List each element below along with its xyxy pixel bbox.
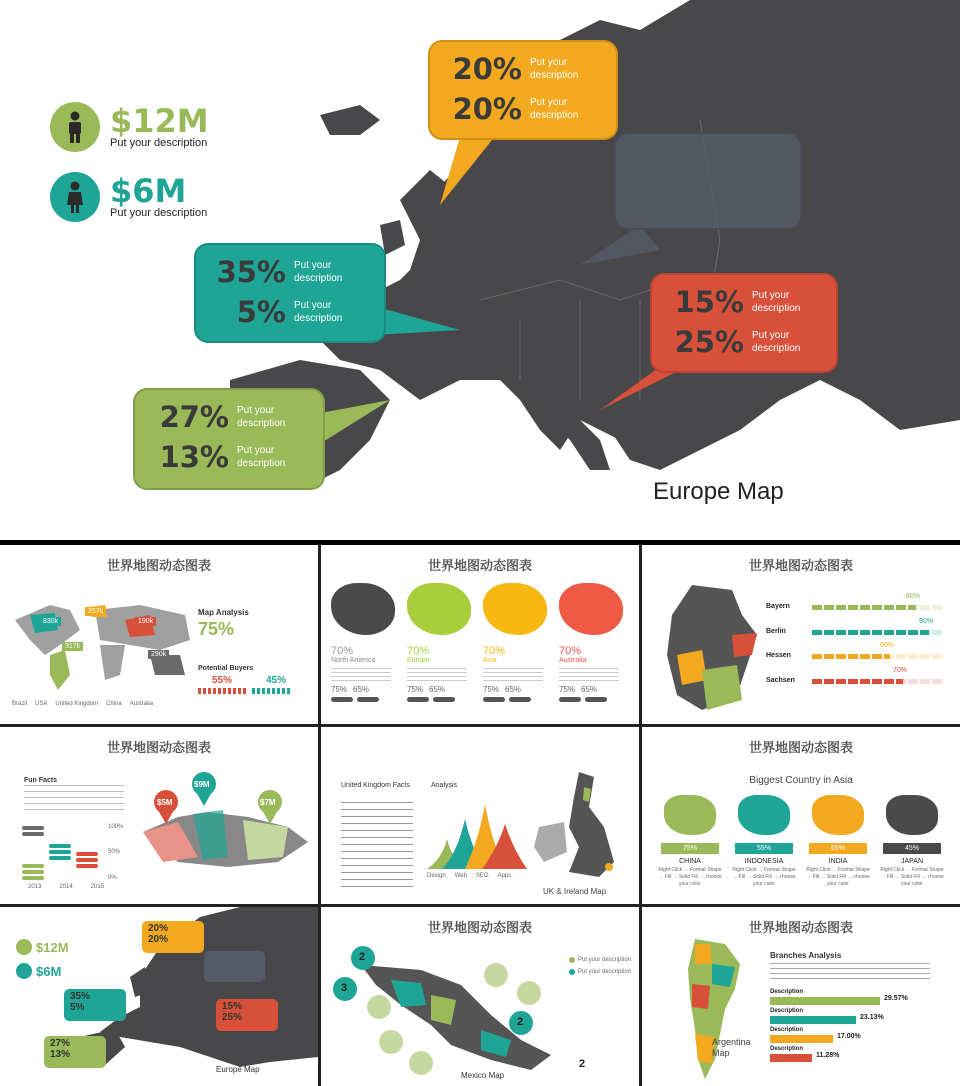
country-note: Right Click → Format Shape → Fill → Solid Fill → choose your color bbox=[732, 867, 796, 887]
region-bar-fill bbox=[812, 679, 903, 684]
mini-pct: 13% bbox=[50, 1049, 71, 1060]
continent-shape bbox=[331, 583, 395, 635]
callout-bubble-slate bbox=[614, 132, 802, 230]
legend-item: Brazil bbox=[12, 701, 28, 707]
pin-label: $7M bbox=[260, 798, 276, 807]
mini-pct: 25% bbox=[222, 1012, 243, 1023]
buyers-pct: 45% bbox=[266, 675, 287, 686]
analysis-heading: Analysis bbox=[431, 782, 458, 789]
thumb-argentina[interactable] bbox=[642, 907, 960, 1086]
peak-label: Apps bbox=[497, 873, 512, 879]
continent-name: Asia bbox=[483, 657, 497, 664]
peak-labels bbox=[427, 873, 511, 879]
continent-col bbox=[559, 583, 629, 713]
region-pct: 70% bbox=[893, 666, 908, 674]
mini-pct: 35% bbox=[70, 991, 91, 1002]
people-icons-red bbox=[198, 688, 246, 694]
map-label: 257k bbox=[85, 607, 106, 616]
axis-label: 0% bbox=[108, 875, 117, 881]
branch-label: Description bbox=[770, 1027, 804, 1033]
region-name: Sachsen bbox=[766, 676, 795, 684]
bubble-pct: 20% bbox=[452, 52, 522, 86]
small-buttons bbox=[331, 697, 401, 702]
legend-item: Put your description bbox=[578, 969, 632, 975]
heading: Fun Facts bbox=[24, 777, 58, 784]
map-caption: UK & Ireland Map bbox=[543, 887, 607, 896]
thumb-mexico[interactable] bbox=[321, 907, 639, 1086]
small-stats: 75% 65% bbox=[483, 685, 522, 694]
region-name: Hessen bbox=[766, 652, 791, 659]
map-label: 190k bbox=[135, 617, 156, 626]
germany-row bbox=[766, 618, 946, 640]
bubble-desc: Put your description bbox=[752, 290, 801, 314]
branch-pct: 29.57% bbox=[884, 995, 908, 1002]
mini-bubble-teal bbox=[64, 989, 126, 1021]
mini-pct: 27% bbox=[50, 1038, 71, 1049]
country-shape bbox=[886, 795, 938, 835]
text-lines bbox=[341, 802, 413, 887]
asia-countries bbox=[656, 795, 956, 900]
map-label: 317k bbox=[62, 642, 83, 651]
thumb-asia[interactable] bbox=[642, 727, 960, 904]
germany-bars bbox=[766, 593, 946, 713]
stat-female bbox=[50, 172, 207, 222]
bubble-pct: 27% bbox=[159, 400, 229, 434]
continent-name: North America bbox=[331, 657, 376, 664]
peak-label: Design bbox=[427, 873, 446, 879]
bubble-desc: Put your description bbox=[752, 330, 801, 354]
thumb-title: 世界地图动态图表 bbox=[106, 559, 211, 574]
axis-label: 100% bbox=[108, 824, 124, 830]
mexico-map-graphic bbox=[331, 945, 571, 1075]
map-caption: Argentina Map bbox=[712, 1037, 751, 1058]
continents-row bbox=[331, 583, 631, 713]
small-stats: 75% 65% bbox=[407, 685, 446, 694]
heading: Map Analysis bbox=[198, 608, 249, 617]
bubble-pct: 35% bbox=[216, 255, 286, 289]
country-name: CHINA bbox=[679, 858, 701, 865]
pin-label: $5M bbox=[157, 798, 173, 807]
country-note: Right Click → Format Shape → Fill → Solid Fill → choose your color bbox=[880, 867, 944, 887]
small-stats: 75% 65% bbox=[559, 685, 598, 694]
bubble-pct: 5% bbox=[236, 295, 286, 329]
thumb-germany[interactable] bbox=[642, 545, 960, 724]
asia-country bbox=[804, 795, 872, 888]
country-name: INDIA bbox=[828, 858, 848, 865]
legend-item: Put your description bbox=[578, 957, 632, 963]
bubble-desc: Put your description bbox=[294, 260, 343, 284]
thumb-uk[interactable] bbox=[321, 727, 639, 904]
callout-bubble-red bbox=[650, 273, 838, 373]
continent-pct: 70% bbox=[331, 645, 354, 657]
small-stats: 75% 65% bbox=[331, 685, 370, 694]
mexico-legend bbox=[569, 957, 631, 975]
male-person-icon bbox=[16, 939, 32, 955]
map-legend bbox=[12, 701, 153, 707]
region-pct: 90% bbox=[919, 617, 934, 625]
country-pct-box: 65% bbox=[809, 843, 867, 854]
hero-slide bbox=[0, 0, 960, 540]
country-shape bbox=[664, 795, 716, 835]
branch-bar bbox=[770, 1016, 856, 1024]
country-note: Right Click → Format Shape → Fill → Solid Fill → choose your color bbox=[806, 867, 870, 887]
people-icons-teal bbox=[252, 688, 292, 694]
branch-bars bbox=[770, 989, 950, 1085]
stat-value: $12M bbox=[110, 102, 209, 140]
heading: Branches Analysis bbox=[770, 951, 842, 960]
country-pct-box: 75% bbox=[661, 843, 719, 854]
region-number: 3 bbox=[341, 982, 348, 994]
country-shape bbox=[812, 795, 864, 835]
text-lines bbox=[24, 785, 124, 815]
bubble-pct: 13% bbox=[159, 440, 229, 474]
years bbox=[28, 884, 104, 890]
map-caption: Europe Map bbox=[216, 1065, 260, 1074]
callout-bubble-orange bbox=[428, 40, 618, 140]
female-person-icon bbox=[50, 172, 100, 222]
peak-label: Web bbox=[454, 873, 467, 879]
continent-shape bbox=[407, 583, 471, 635]
germany-row bbox=[766, 667, 946, 689]
mini-bubble-green bbox=[44, 1036, 106, 1068]
argentina-map-graphic bbox=[680, 939, 750, 1084]
uk-map-graphic bbox=[529, 767, 629, 897]
buyers-heading: Potential Buyers bbox=[198, 665, 254, 672]
thumb-singapore[interactable] bbox=[0, 727, 318, 904]
branch-pct: 11.28% bbox=[816, 1052, 840, 1059]
mini-stat bbox=[16, 939, 69, 955]
bubble-pct: 15% bbox=[674, 285, 744, 319]
branch-pct: 23.13% bbox=[860, 1014, 884, 1021]
germany-row bbox=[766, 593, 946, 615]
germany-map-graphic bbox=[662, 585, 762, 715]
continent-pct: 70% bbox=[407, 645, 430, 657]
singapore-map-graphic bbox=[138, 772, 318, 872]
thumb-title: 世界地图动态图表 bbox=[106, 741, 211, 756]
bubble-desc: Put your description bbox=[237, 445, 286, 469]
bubble-desc: Put your description bbox=[530, 97, 579, 121]
region-bar-fill bbox=[812, 654, 890, 659]
thumb-europe-mini[interactable] bbox=[0, 907, 318, 1086]
thumb-title: 世界地图动态图表 bbox=[748, 741, 853, 756]
continent-col bbox=[331, 583, 401, 713]
branch-row bbox=[770, 1046, 950, 1068]
legend-item: Australia bbox=[129, 701, 154, 707]
region-name: Bayern bbox=[766, 603, 790, 610]
country-name: JAPAN bbox=[900, 858, 924, 865]
male-person-icon bbox=[50, 102, 100, 152]
mini-bubble-slate bbox=[204, 951, 265, 982]
callout-bubble-teal bbox=[194, 243, 386, 343]
map-title: Europe Map bbox=[653, 478, 784, 505]
country-pct-box: 45% bbox=[883, 843, 941, 854]
map-caption: Mexico Map bbox=[461, 1071, 505, 1080]
thumb-title: 世界地图动态图表 bbox=[427, 921, 532, 936]
peak-label: SEO bbox=[475, 873, 489, 879]
branch-bar bbox=[770, 1054, 812, 1062]
heading: United Kingdom Facts bbox=[341, 782, 410, 789]
asia-country bbox=[878, 795, 946, 888]
pin-label: $9M bbox=[194, 780, 210, 789]
region-pct: 60% bbox=[880, 642, 895, 649]
continent-name: Europe bbox=[407, 657, 430, 664]
legend-item: USA bbox=[35, 701, 48, 707]
region-pct: 80% bbox=[906, 593, 921, 600]
branch-label: Description bbox=[770, 1008, 804, 1014]
mini-stat-value: $6M bbox=[36, 963, 62, 979]
legend-item: China bbox=[106, 701, 122, 707]
bubble-pct: 20% bbox=[452, 92, 522, 126]
branch-label: Description bbox=[770, 1046, 804, 1052]
map-label: 830k bbox=[40, 617, 61, 626]
small-lines bbox=[331, 668, 391, 682]
map-label: 290k bbox=[148, 650, 169, 659]
thumb-title: 世界地图动态图表 bbox=[427, 559, 532, 574]
female-person-icon bbox=[16, 963, 32, 979]
region-bar-fill bbox=[812, 630, 929, 635]
bubble-desc: Put your description bbox=[530, 57, 579, 81]
thumb-continents[interactable] bbox=[321, 545, 639, 724]
continent-shape bbox=[483, 583, 547, 635]
continent-pct: 70% bbox=[559, 645, 582, 657]
small-lines bbox=[559, 668, 619, 682]
year: 2013 bbox=[28, 884, 42, 890]
year: 2015 bbox=[90, 884, 105, 890]
continent-name: Australia bbox=[559, 657, 587, 664]
big-percent: 75% bbox=[198, 619, 235, 639]
mini-pct: 20% bbox=[148, 923, 169, 934]
thumb-title: 世界地图动态图表 bbox=[748, 921, 853, 936]
region-bar-fill bbox=[812, 605, 916, 610]
mini-pct: 20% bbox=[148, 934, 169, 945]
stat-value: $6M bbox=[110, 172, 187, 210]
thumbnail-grid bbox=[0, 545, 960, 1086]
bubble-desc: Put your description bbox=[237, 405, 286, 429]
bubble-pct: 25% bbox=[674, 325, 744, 359]
branch-bar bbox=[770, 997, 880, 1005]
stat-male bbox=[50, 102, 209, 152]
region-number: 2 bbox=[517, 1016, 524, 1028]
thumb-world-map[interactable] bbox=[0, 545, 318, 724]
peaks-chart bbox=[427, 799, 527, 869]
continent-col bbox=[483, 583, 553, 713]
year: 2014 bbox=[59, 884, 73, 890]
region-name: Berlin bbox=[766, 627, 786, 635]
region-number: 2 bbox=[579, 1058, 586, 1070]
callout-bubble-green bbox=[133, 388, 325, 490]
legend-item: United Kingdom bbox=[55, 701, 99, 707]
country-name: INDONESIA bbox=[744, 858, 784, 865]
branch-label: Description bbox=[770, 989, 804, 995]
bubble-desc: Put your description bbox=[294, 300, 343, 324]
branch-pct: 17.00% bbox=[837, 1033, 861, 1040]
stack-bars bbox=[22, 824, 112, 884]
axis-label: 50% bbox=[108, 849, 121, 855]
country-note: Right Click → Format Shape → Fill → Solid Fill → choose your color bbox=[658, 867, 722, 887]
continent-shape bbox=[559, 583, 623, 635]
asia-country bbox=[656, 795, 724, 888]
region-number: 2 bbox=[359, 951, 366, 963]
text-lines bbox=[770, 963, 930, 983]
small-buttons bbox=[559, 697, 629, 702]
continent-pct: 70% bbox=[483, 645, 506, 657]
stat-desc: Put your description bbox=[110, 207, 208, 219]
thumb-title: 世界地图动态图表 bbox=[748, 559, 853, 574]
small-buttons bbox=[407, 697, 477, 702]
mini-stat-value: $12M bbox=[36, 939, 69, 955]
small-buttons bbox=[483, 697, 553, 702]
mini-pct: 5% bbox=[70, 1002, 85, 1013]
mini-bubble-red bbox=[216, 999, 278, 1031]
heading: Biggest Country in Asia bbox=[749, 775, 853, 786]
country-pct-box: 55% bbox=[735, 843, 793, 854]
mini-stat bbox=[16, 963, 61, 979]
mini-pct: 15% bbox=[222, 1001, 243, 1012]
branch-bar bbox=[770, 1035, 833, 1043]
continent-col bbox=[407, 583, 477, 713]
buyers-pct: 55% bbox=[212, 675, 233, 686]
small-lines bbox=[407, 668, 467, 682]
stat-desc: Put your description bbox=[110, 137, 208, 149]
germany-row bbox=[766, 642, 946, 664]
small-lines bbox=[483, 668, 543, 682]
country-shape bbox=[738, 795, 790, 835]
asia-country bbox=[730, 795, 798, 888]
mini-bubble-orange bbox=[142, 921, 204, 953]
